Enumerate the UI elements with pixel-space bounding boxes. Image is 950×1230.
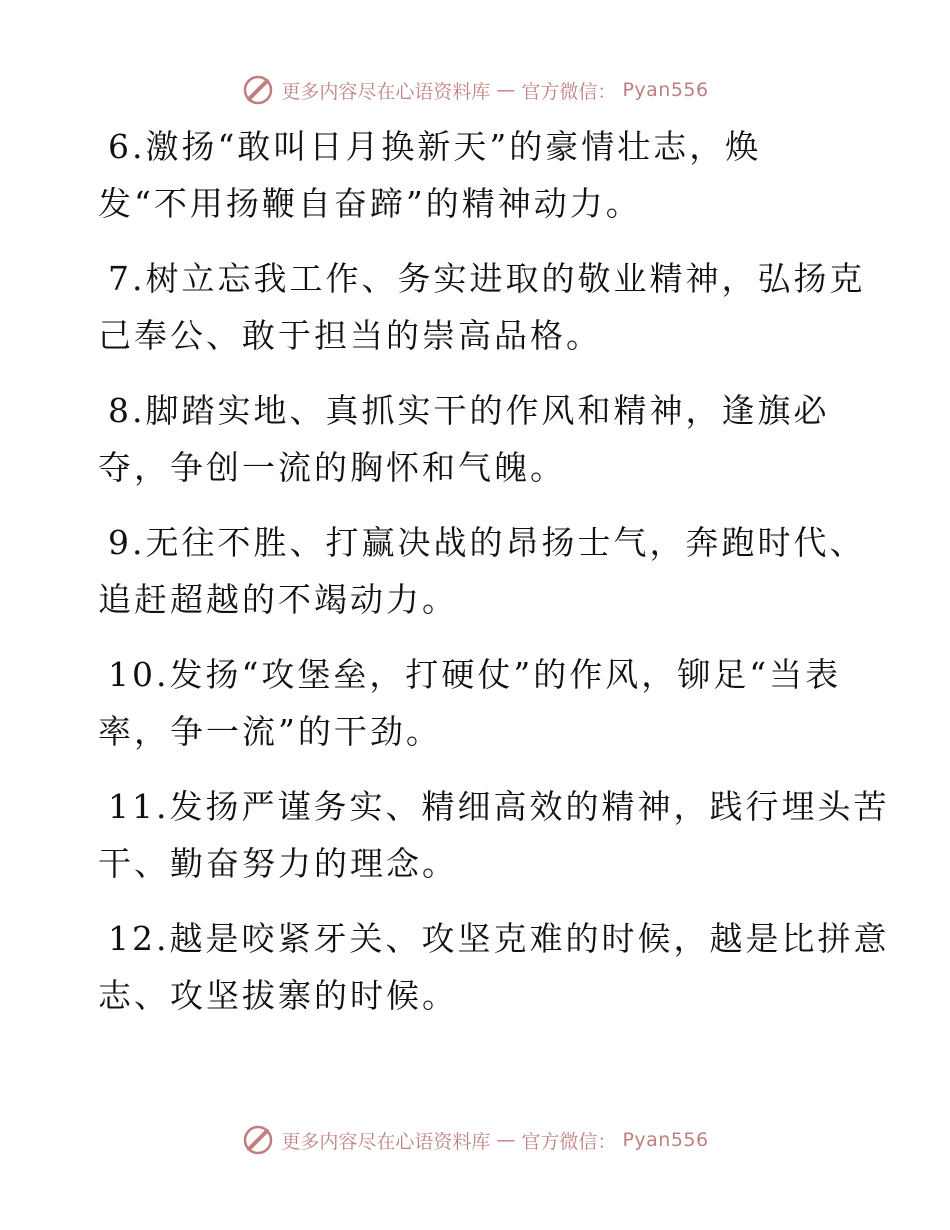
watermark-separator: — <box>496 1129 516 1151</box>
list-item <box>98 646 858 760</box>
item-line: 追赶超越的不竭动力。 <box>98 580 458 619</box>
watermark-id: Pyan556 <box>622 1129 709 1151</box>
watermark-text: 更多内容尽在心语资料库 <box>281 1130 491 1153</box>
watermark-separator: — <box>496 79 516 101</box>
item-line: 7.树立忘我工作、务实进取的敬业精神，弘扬克 <box>108 259 866 298</box>
list-item <box>98 778 890 892</box>
item-line: 6.激扬“敢叫日月换新天”的豪情壮志，焕 <box>108 127 762 166</box>
header-watermark <box>0 70 950 110</box>
pen-logo-icon <box>241 1123 275 1157</box>
item-line: 率，争一流”的干劲。 <box>98 712 442 751</box>
list-item <box>98 118 858 232</box>
item-line: 志、攻坚拔寨的时候。 <box>98 976 458 1015</box>
list-item <box>98 250 866 364</box>
item-line: 10.发扬“攻堡垒，打硬仗”的作风，铆足“当表 <box>108 655 842 694</box>
item-line: 夺，争创一流的胸怀和气魄。 <box>98 448 566 487</box>
list-item <box>98 382 858 496</box>
item-line: 9.无往不胜、打赢决战的昂扬士气，奔跑时代、 <box>108 523 866 562</box>
list-item <box>98 910 890 1024</box>
document-body <box>98 118 890 1042</box>
footer-watermark <box>0 1120 950 1160</box>
item-line: 12.越是咬紧牙关、攻坚克难的时候，越是比拼意 <box>108 919 890 958</box>
watermark-id: Pyan556 <box>622 79 709 101</box>
item-line: 发“不用扬鞭自奋蹄”的精神动力。 <box>98 184 642 223</box>
watermark-text: 更多内容尽在心语资料库 <box>281 80 491 103</box>
list-item <box>98 514 866 628</box>
watermark-label: 官方微信： <box>521 80 617 103</box>
item-line: 己奉公、敢于担当的崇高品格。 <box>98 316 602 355</box>
pen-logo-icon <box>241 73 275 107</box>
item-line: 11.发扬严谨务实、精细高效的精神，践行埋头苦 <box>108 787 890 826</box>
watermark-label: 官方微信： <box>521 1130 617 1153</box>
item-line: 8.脚踏实地、真抓实干的作风和精神，逢旗必 <box>108 391 830 430</box>
item-line: 干、勤奋努力的理念。 <box>98 844 458 883</box>
